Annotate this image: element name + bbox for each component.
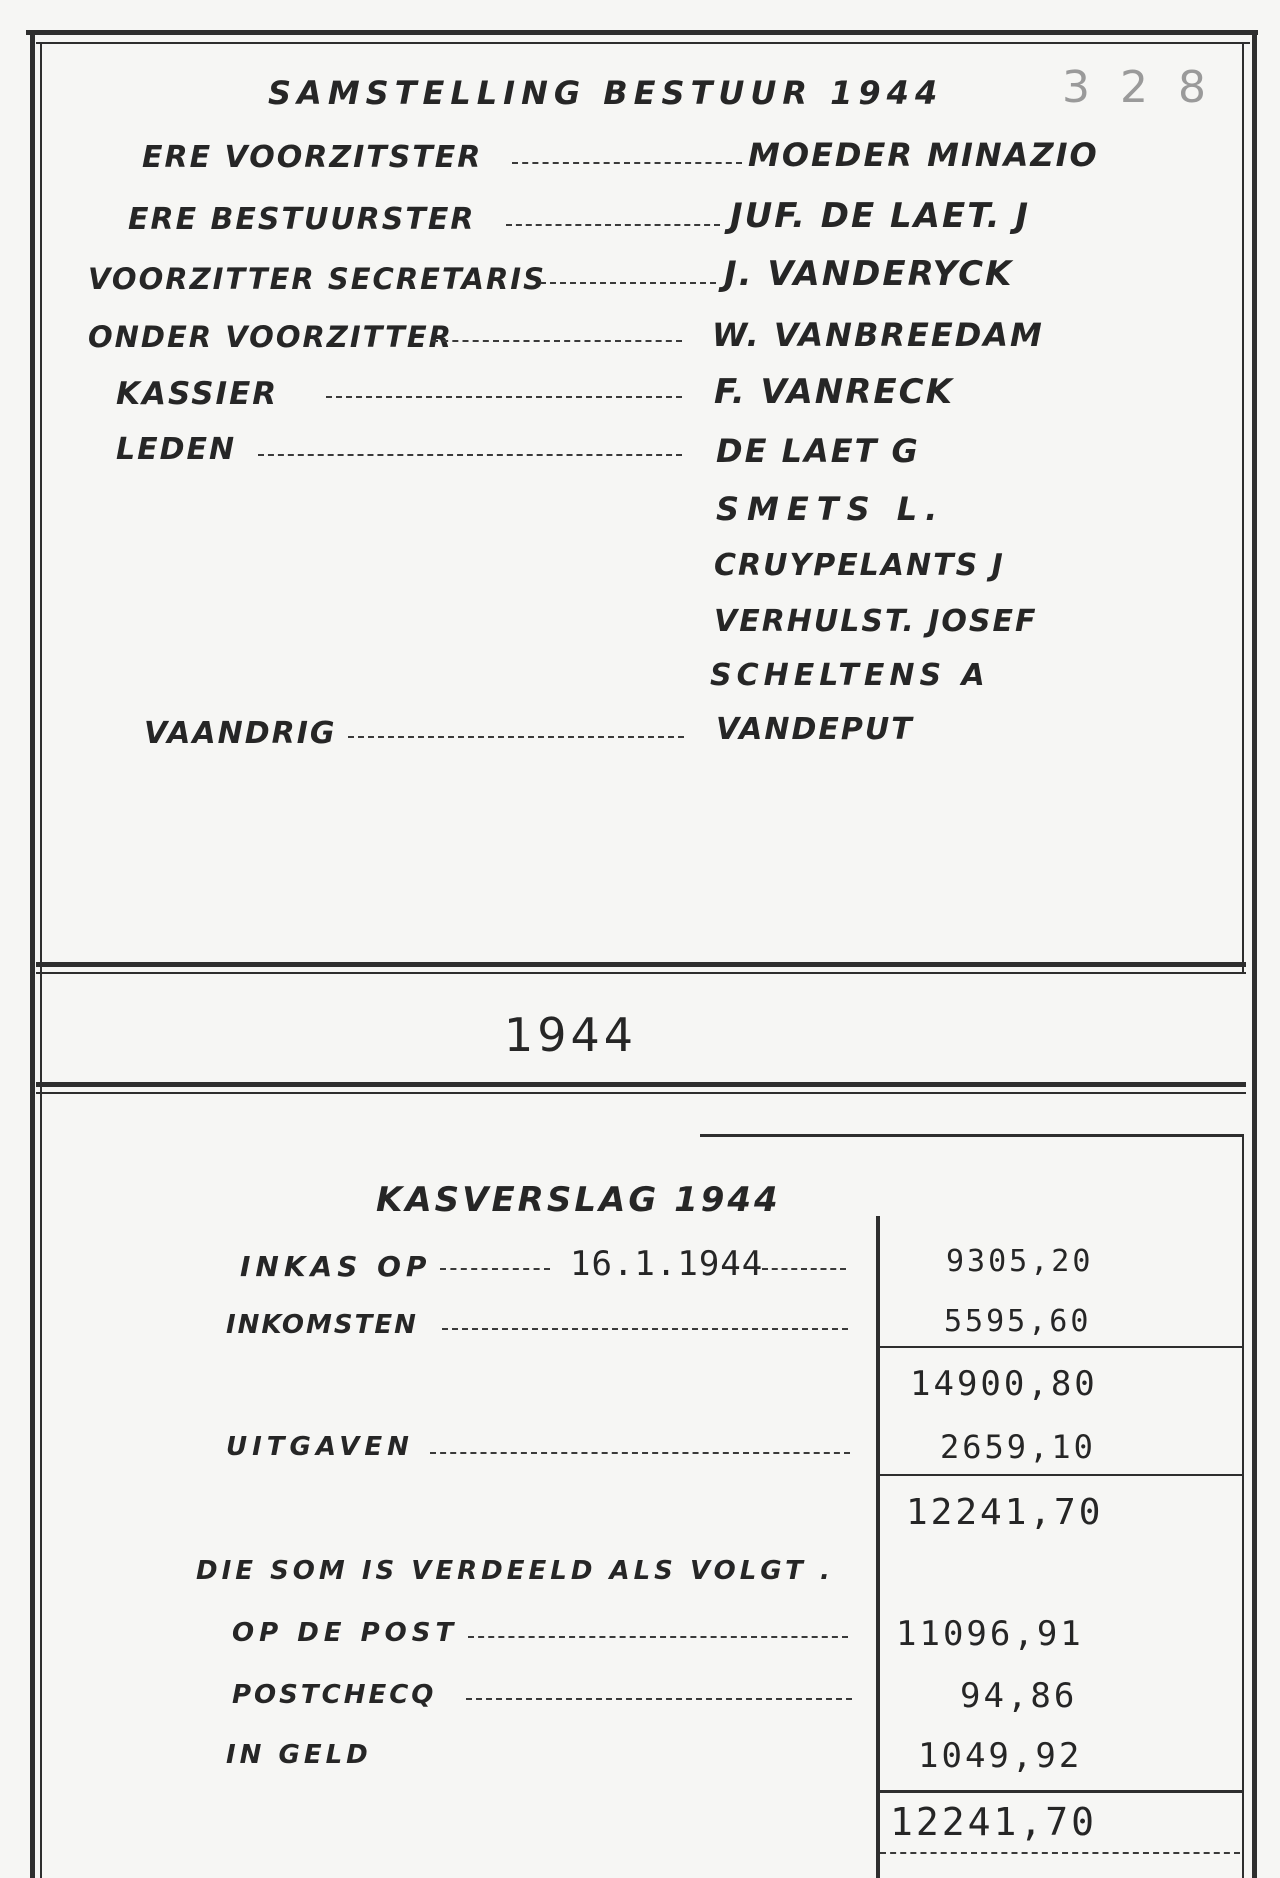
member-name: SMETS L. xyxy=(716,490,946,528)
leader-line xyxy=(506,224,720,226)
member-name: F. VANRECK xyxy=(714,372,954,412)
leader-line xyxy=(348,736,684,738)
role-label: VOORZITTER SECRETARIS xyxy=(88,262,546,296)
uitgaven-value: 2659,10 xyxy=(940,1428,1096,1466)
leader-line xyxy=(442,1328,848,1330)
leader-line xyxy=(512,162,742,164)
leader-line xyxy=(440,1268,550,1270)
member-name: SCHELTENS A xyxy=(710,658,990,693)
member-name: W. VANBREEDAM xyxy=(712,316,1044,354)
split-value: 1049,92 xyxy=(918,1736,1083,1776)
subtotal-rule xyxy=(880,1346,1242,1348)
band-bottom-rule-thin xyxy=(36,1092,1246,1094)
inkas-date: 16.1.1944 xyxy=(570,1244,764,1284)
member-name: DE LAET G xyxy=(716,432,920,470)
member-name: VANDEPUT xyxy=(716,712,914,747)
uitgaven-label: UITGAVEN xyxy=(226,1432,414,1462)
frame-top xyxy=(26,30,1258,35)
member-name: CRUYPELANTS J xyxy=(714,548,1005,583)
split-value: 11096,91 xyxy=(896,1614,1084,1654)
leader-line xyxy=(326,396,682,398)
split-note: DIE SOM IS VERDEELD ALS VOLGT . xyxy=(196,1556,834,1586)
split-label: POSTCHECQ xyxy=(232,1680,437,1710)
member-name: JUF. DE LAET. J xyxy=(730,196,1031,236)
inkas-label: INKAS OP xyxy=(240,1250,432,1283)
leader-line xyxy=(540,282,716,284)
frame-left xyxy=(30,30,35,1878)
frame-right-inner xyxy=(1242,42,1244,972)
frame-right xyxy=(1252,30,1257,1878)
balance-value: 12241,70 xyxy=(906,1492,1104,1533)
leader-line xyxy=(430,1452,850,1454)
subtotal-value: 14900,80 xyxy=(910,1364,1098,1404)
leader-line xyxy=(762,1268,846,1270)
band-top-rule xyxy=(36,962,1246,967)
ledger-right-rule xyxy=(1242,1134,1244,1878)
leader-line xyxy=(468,1636,848,1638)
split-label: IN GELD xyxy=(226,1740,372,1770)
band-bottom-rule xyxy=(36,1082,1246,1087)
inkas-value: 9305,20 xyxy=(946,1244,1094,1279)
band-top-rule-thin xyxy=(36,972,1246,974)
split-label: OP DE POST xyxy=(232,1618,459,1648)
member-name: VERHULST. JOSEF xyxy=(714,604,1038,639)
inkomsten-value: 5595,60 xyxy=(944,1304,1092,1339)
role-label: ERE BESTUURSTER xyxy=(128,202,476,237)
ledger-column-rule xyxy=(876,1216,880,1878)
role-label: ONDER VOORZITTER xyxy=(88,320,453,354)
frame-left-inner xyxy=(40,42,42,1878)
kasverslag-title: KASVERSLAG 1944 xyxy=(376,1180,781,1220)
role-label: ERE VOORZITSTER xyxy=(142,140,483,175)
balance-rule xyxy=(880,1474,1242,1476)
page-number: 3 2 8 xyxy=(1062,62,1214,113)
role-label: LEDEN xyxy=(116,432,237,467)
bestuur-title: SAMSTELLING BESTUUR 1944 xyxy=(268,74,944,112)
split-value: 94,86 xyxy=(960,1676,1078,1716)
member-name: J. VANDERYCK xyxy=(724,254,1014,294)
leader-line xyxy=(258,454,682,456)
leader-line xyxy=(432,340,682,342)
ledger-top-rule xyxy=(700,1134,1244,1137)
frame-top-inner xyxy=(36,42,1250,44)
role-label: KASSIER xyxy=(116,376,279,412)
inkomsten-label: INKOMSTEN xyxy=(226,1310,418,1340)
total-value: 12241,70 xyxy=(890,1800,1098,1844)
total-double-underline xyxy=(880,1852,1240,1854)
leader-line xyxy=(466,1698,852,1700)
total-rule xyxy=(880,1790,1242,1793)
member-name: MOEDER MINAZIO xyxy=(748,136,1099,174)
year-banner: 1944 xyxy=(504,1008,638,1062)
role-label: VAANDRIG xyxy=(144,716,337,751)
